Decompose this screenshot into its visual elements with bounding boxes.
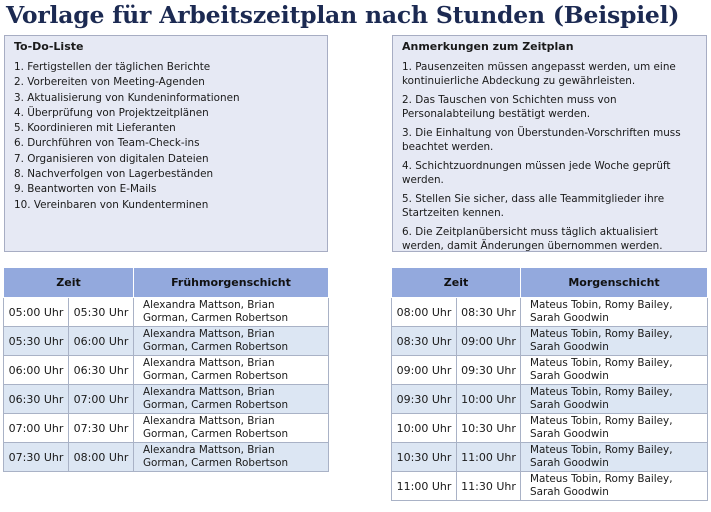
start-time: 10:00 Uhr [392,414,457,443]
table-row [4,327,329,356]
early-shift-table [3,267,329,472]
list-item: 5. Stellen Sie sicher, dass alle Teammitglieder ihre Startzeiten kennen. [402,193,665,219]
staff-names: Alexandra Mattson, Brian Gorman, Carmen Robertson [134,385,329,414]
start-time: 06:00 Uhr [4,356,69,385]
morning-shift-table [391,267,708,501]
end-time: 10:30 Uhr [457,414,521,443]
table-row [392,385,708,414]
list-item: 10. Vereinbaren von Kundenterminen [14,198,209,211]
table-row [392,443,708,472]
end-time: 10:00 Uhr [457,385,521,414]
staff-names: Alexandra Mattson, Brian Gorman, Carmen Robertson [134,356,329,385]
table-row [392,414,708,443]
start-time: 08:30 Uhr [392,327,457,356]
staff-names: Mateus Tobin, Romy Bailey, Sarah Goodwin [521,472,708,501]
list-item: 1. Fertigstellen der täglichen Berichte [14,61,211,73]
end-time: 05:30 Uhr [69,298,134,327]
start-time: 08:00 Uhr [392,298,457,327]
staff-names: Alexandra Mattson, Brian Gorman, Carmen Robertson [134,414,329,443]
staff-names: Mateus Tobin, Romy Bailey, Sarah Goodwin [521,385,708,414]
start-time: 05:30 Uhr [4,327,69,356]
end-time: 09:30 Uhr [457,356,521,385]
table-row [4,414,329,443]
staff-names: Mateus Tobin, Romy Bailey, Sarah Goodwin [521,327,708,356]
table-row [392,356,708,385]
staff-names: Mateus Tobin, Romy Bailey, Sarah Goodwin [521,414,708,443]
end-time: 08:30 Uhr [457,298,521,327]
end-time: 07:30 Uhr [69,414,134,443]
table-row [4,356,329,385]
end-time: 06:00 Uhr [69,327,134,356]
start-time: 11:00 Uhr [392,472,457,501]
table-row [392,472,708,501]
end-time: 11:30 Uhr [457,472,521,501]
time-header: Zeit [392,268,521,298]
list-item: 4. Schichtzuordnungen müssen jede Woche geprüft werden. [402,160,671,186]
staff-names: Mateus Tobin, Romy Bailey, Sarah Goodwin [521,298,708,327]
page-title: Vorlage für Arbeitszeitplan nach Stunden (Beispiel) [6,1,680,29]
list-item: 5. Koordinieren mit Lieferanten [14,122,176,135]
start-time: 09:00 Uhr [392,356,457,385]
start-time: 05:00 Uhr [4,298,69,327]
table-row [392,298,708,327]
notes-list [402,60,697,253]
start-time: 07:00 Uhr [4,414,69,443]
end-time: 11:00 Uhr [457,443,521,472]
list-item: 9. Beantworten von E-Mails [14,183,157,196]
end-time: 09:00 Uhr [457,327,521,356]
staff-names: Mateus Tobin, Romy Bailey, Sarah Goodwin [521,356,708,385]
staff-names: Alexandra Mattson, Brian Gorman, Carmen Robertson [134,327,329,356]
table-row [392,327,708,356]
end-time: 08:00 Uhr [69,443,134,472]
end-time: 07:00 Uhr [69,385,134,414]
shift-header: Frühmorgenschicht [134,268,329,298]
list-item: 3. Die Einhaltung von Überstunden-Vorschriften muss beachtet werden. [402,127,681,153]
end-time: 06:30 Uhr [69,356,134,385]
staff-names: Alexandra Mattson, Brian Gorman, Carmen Robertson [134,298,329,327]
shift-header: Morgenschicht [521,268,708,298]
todo-list [14,60,318,213]
list-item: 4. Überprüfung von Projektzeitplänen [14,106,209,119]
start-time: 10:30 Uhr [392,443,457,472]
staff-names: Mateus Tobin, Romy Bailey, Sarah Goodwin [521,443,708,472]
list-item: 1. Pausenzeiten müssen angepasst werden, um eine kontinuierliche Abdeckung zu gewährleisten. [402,61,676,87]
todo-box [4,35,328,252]
list-item: 2. Vorbereiten von Meeting-Agenden [14,76,205,89]
table-row [4,385,329,414]
list-item: 2. Das Tauschen von Schichten muss von Personalabteilung bestätigt werden. [402,94,617,120]
list-item: 7. Organisieren von digitalen Dateien [14,152,209,165]
start-time: 07:30 Uhr [4,443,69,472]
staff-names: Alexandra Mattson, Brian Gorman, Carmen Robertson [134,443,329,472]
start-time: 09:30 Uhr [392,385,457,414]
start-time: 06:30 Uhr [4,385,69,414]
notes-box [392,35,707,252]
table-row [4,443,329,472]
list-item: 6. Durchführen von Team-Check-ins [14,137,200,150]
list-item: 8. Nachverfolgen von Lagerbeständen [14,168,214,181]
table-row [4,298,329,327]
time-header: Zeit [4,268,134,298]
todo-heading: To-Do-Liste [14,40,84,53]
notes-heading: Anmerkungen zum Zeitplan [402,40,574,53]
list-item: 3. Aktualisierung von Kundeninformationen [14,91,240,104]
list-item: 6. Die Zeitplanübersicht muss täglich aktualisiert werden, damit Änderungen übernommen werden. [402,226,663,252]
